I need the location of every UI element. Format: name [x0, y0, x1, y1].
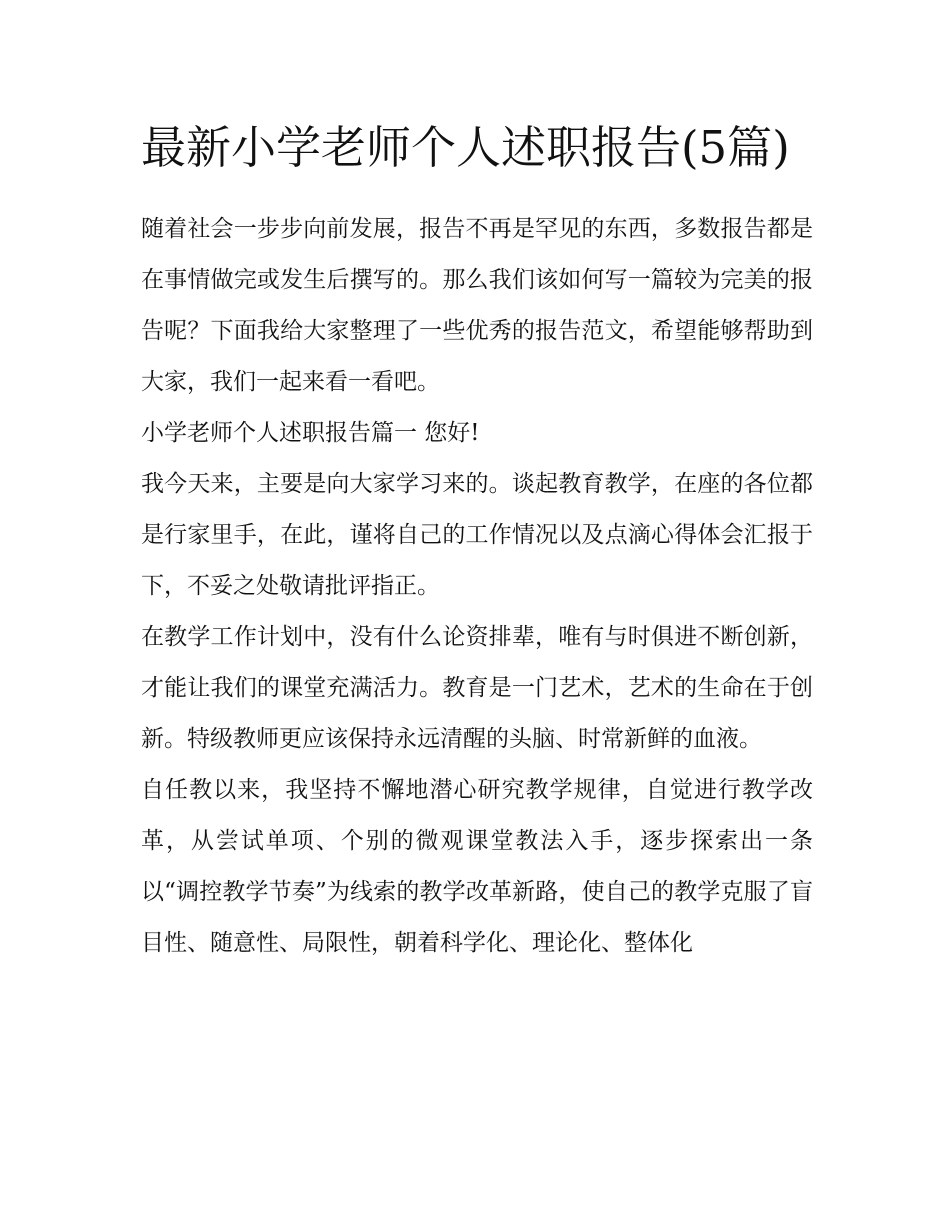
- paragraph-intro: 随着社会一步步向前发展，报告不再是罕见的东西，多数报告都是在事情做完或发生后撰写的。那么我们该如何写一篇较为完美的报告呢？下面我给大家整理了一些优秀的报告范文，希望能够帮助到大家，我们一起来看一看吧。: [141, 216, 813, 395]
- paragraph-teaching-reform: 自任教以来，我坚持不懈地潜心研究教学规律，自觉进行教学改革，从尝试单项、个别的微观课堂教法入手，逐步探索出一条以“调控教学节奏”为线索的教学改革新路，使自己的教学克服了盲目性、随意性、局限性，朝着科学化、理论化、整体化: [141, 777, 813, 956]
- document-body: [141, 118, 813, 969]
- document-title: 最新小学老师个人述职报告(5篇): [141, 121, 790, 174]
- paragraph-greeting: 我今天来，主要是向大家学习来的。谈起教育教学，在座的各位都是行家里手，在此，谨将自己的工作情况以及点滴心得体会汇报于下，不妥之处敬请批评指正。: [141, 471, 813, 599]
- paragraph-innovation: 在教学工作计划中，没有什么论资排辈，唯有与时俱进不断创新，才能让我们的课堂充满活力。教育是一门艺术，艺术的生命在于创新。特级教师更应该保持永远清醒的头脑、时常新鲜的血液。: [141, 624, 813, 752]
- paragraph-section-heading: 小学老师个人述职报告篇一 您好!: [141, 420, 480, 446]
